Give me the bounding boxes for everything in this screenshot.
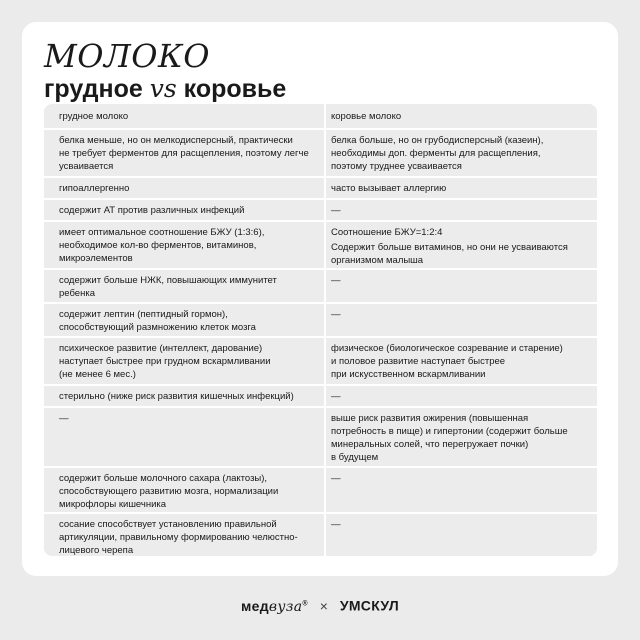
column-divider <box>324 104 326 556</box>
subtitle-right: коровье <box>183 75 287 103</box>
table-row <box>44 178 597 198</box>
medvuza-logo-part-2: вуза <box>268 598 303 615</box>
cross-icon: × <box>319 597 328 614</box>
subtitle-left: грудное <box>44 75 143 103</box>
cell-cow-milk: — <box>331 473 341 484</box>
cell-cow-milk: — <box>331 309 341 320</box>
cell-cow-milk: — <box>331 205 341 216</box>
table-row <box>44 468 597 512</box>
cell-cow-milk: — <box>331 519 341 530</box>
table-row <box>44 514 597 556</box>
cell-cow-milk: белка больше, но он грубодисперсный (казеин), необходимы доп. ферменты для расщепления, поэтому труднее усваивается <box>331 135 544 172</box>
table-row <box>44 338 597 384</box>
cell-breast-milk: сосание способствует установлению правильной артикуляции, правильному формированию челюстно- лицевого черепа <box>59 519 298 556</box>
comparison-table <box>44 104 597 556</box>
table-header-row <box>44 104 597 128</box>
table-row <box>44 386 597 406</box>
footer-brands <box>0 592 640 616</box>
column-header-cow-milk: коровье молоко <box>331 111 402 122</box>
cell-cow-milk: выше риск развития ожирения (повышенная потребность в пище) и гипертонии (содержит больше минеральных солей, что перегружает почки) в будущем <box>331 413 568 463</box>
cell-breast-milk: гипоаллергенно <box>59 183 130 194</box>
cell-breast-milk: содержит больше НЖК, повышающих иммунитет ребенка <box>59 275 277 299</box>
content-card <box>22 22 618 576</box>
table-row <box>44 304 597 336</box>
column-header-breast-milk: грудное молоко <box>59 111 129 122</box>
registered-mark: ® <box>302 600 308 607</box>
cell-cow-milk: — <box>331 275 341 286</box>
table-row <box>44 408 597 466</box>
table-row <box>44 222 597 268</box>
subtitle-vs: vs <box>149 74 177 103</box>
cell-breast-milk: стерильно (ниже риск развития кишечных инфекций) <box>59 391 294 402</box>
cell-cow-milk: физическое (биологическое созревание и старение) и половое развитие наступает быстрее при искусственном вскармливании <box>331 343 563 380</box>
cell-breast-milk: содержит АТ против различных инфекций <box>59 205 245 216</box>
page-title: МОЛОКО <box>44 37 210 75</box>
table-row <box>44 130 597 176</box>
cell-breast-milk: белка меньше, но он мелкодисперсный, практически не требует ферментов для расщепления, поэтому легче усваивается <box>59 135 309 172</box>
cell-cow-milk: — <box>331 391 341 402</box>
cell-cow-milk: часто вызывает аллергию <box>331 183 447 194</box>
medvuza-logo <box>241 598 308 614</box>
umskul-logo: УМСКУЛ <box>339 597 399 614</box>
cell-breast-milk: содержит больше молочного сахара (лактозы), способствующего развитию мозга, нормализации микрофлоры кишечника <box>59 473 279 510</box>
cell-breast-milk: психическое развитие (интеллект, дарование) наступает быстрее при грудном вскармливании (не менее 6 мес.) <box>59 343 271 380</box>
medvuza-logo-part-1: мед <box>240 597 269 614</box>
table-row <box>44 270 597 302</box>
cell-breast-milk: имеет оптимальное соотношение БЖУ (1:3:6), необходимое кол-во ферментов, витаминов, микроэлементов <box>59 227 265 264</box>
cell-breast-milk: — <box>59 413 69 424</box>
table-row <box>44 200 597 220</box>
cell-cow-milk-extra: Содержит больше витаминов, но они не усваиваются организмом малыша <box>331 242 568 266</box>
cell-cow-milk: Соотношение БЖУ=1:2:4 <box>331 227 443 238</box>
page-subtitle <box>44 74 286 104</box>
cell-breast-milk: содержит лептин (пептидный гормон), способствующий размножению клеток мозга <box>59 309 256 333</box>
